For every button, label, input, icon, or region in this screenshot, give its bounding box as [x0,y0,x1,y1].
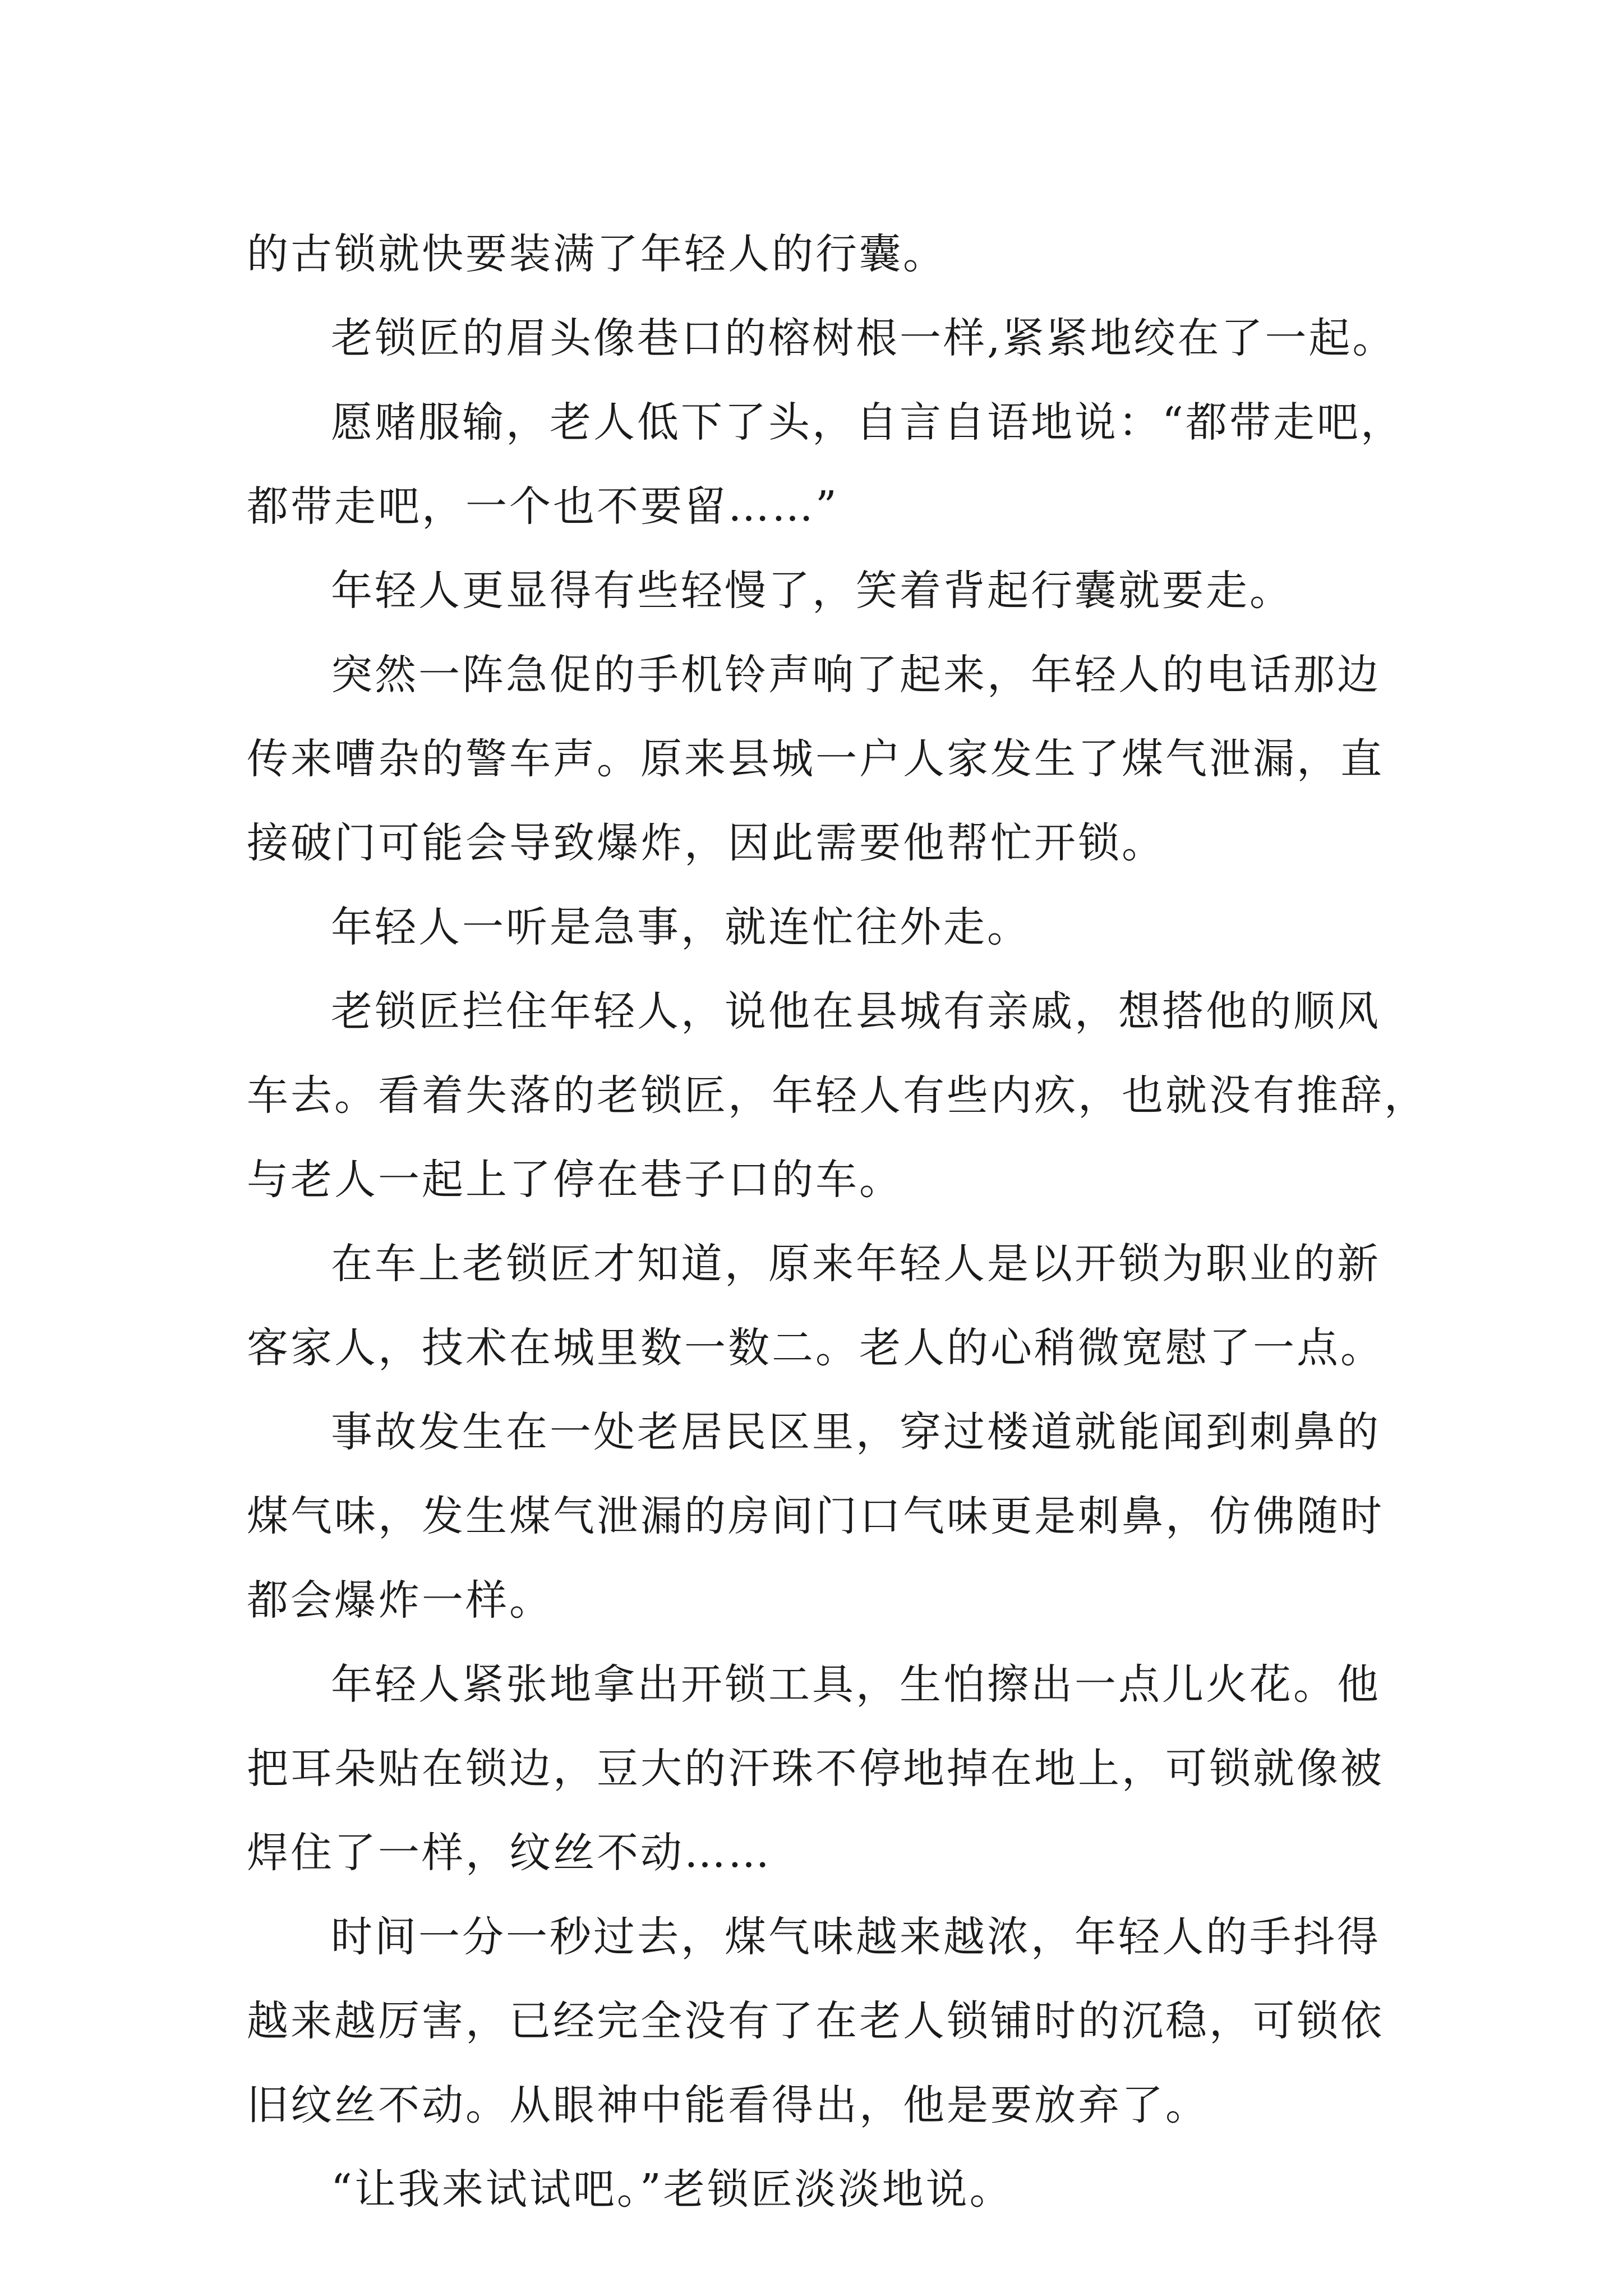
text-line: 的古锁就快要装满了年轻人的行囊。 [247,230,947,278]
paragraph-first-line: 时间一分一秒过去，煤气味越来越浓，年轻人的手抖得 [331,1913,1381,1961]
paragraph-first-line: “让我来试试吧。”老锁匠淡淡地说。 [331,2165,1013,2214]
text-line: 客家人，技术在城里数一数二。老人的心稍微宽慰了一点。 [247,1324,1384,1372]
paragraph-first-line: 年轻人一听是急事，就连忙往外走。 [331,903,1031,951]
paragraph-first-line: 老锁匠拦住年轻人，说他在县城有亲戚，想搭他的顺风 [331,987,1381,1036]
paragraph-first-line: 在车上老锁匠才知道，原来年轻人是以开锁为职业的新 [331,1240,1381,1288]
paragraph-first-line: 年轻人紧张地拿出开锁工具，生怕擦出一点儿火花。他 [331,1660,1381,1709]
paragraph-first-line: 年轻人更显得有些轻慢了，笑着背起行囊就要走。 [331,567,1293,615]
text-line: 焊住了一样，纹丝不动…… [247,1829,772,1877]
paragraph-first-line: 事故发生在一处老居民区里，穿过楼道就能闻到刺鼻的 [331,1408,1381,1456]
text-line: 与老人一起上了停在巷子口的车。 [247,1156,903,1204]
story-text [247,212,1447,2231]
text-line: 接破门可能会导致爆炸，因此需要他帮忙开锁。 [247,819,1165,867]
paragraph-first-line: 老锁匠的眉头像巷口的榕树根一样,紧紧地绞在了一起。 [331,314,1396,362]
paragraph-first-line: 突然一阵急促的手机铃声响了起来，年轻人的电话那边 [331,651,1381,699]
text-line: 煤气味，发生煤气泄漏的房间门口气味更是刺鼻，仿佛随时 [247,1492,1384,1540]
text-line: 越来越厉害，已经完全没有了在老人锁铺时的沉稳，可锁依 [247,1997,1384,2045]
text-line: 都会爆炸一样。 [247,1576,553,1625]
text-line: 把耳朵贴在锁边，豆大的汗珠不停地掉在地上，可锁就像被 [247,1745,1384,1793]
text-line: 旧纹丝不动。从眼神中能看得出，他是要放弃了。 [247,2081,1209,2129]
text-line: 都带走吧，一个也不要留……” [247,482,839,531]
text-line: 传来嘈杂的警车声。原来县城一户人家发生了煤气泄漏，直 [247,735,1384,783]
text-line: 车去。看着失落的老锁匠，年轻人有些内疚，也就没有推辞， [247,1071,1428,1120]
paragraph-first-line: 愿赌服输，老人低下了头，自言自语地说：“都带走吧， [331,398,1404,447]
